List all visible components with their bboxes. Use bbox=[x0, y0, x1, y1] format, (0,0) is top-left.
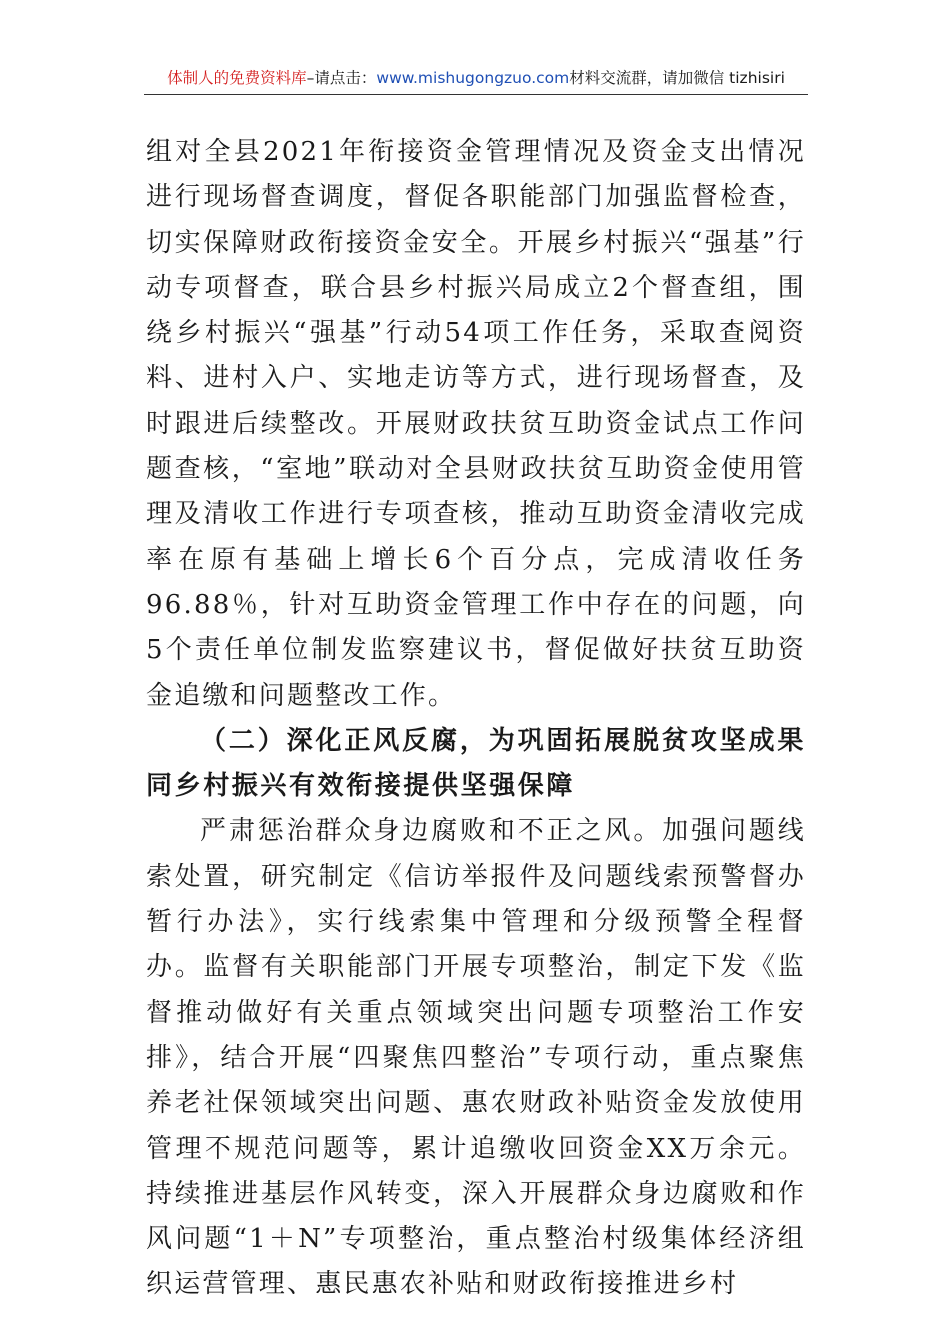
header-contact-text: 材料交流群，请加微信 tizhisiri bbox=[569, 69, 785, 87]
body-paragraph-2: 严肃惩治群众身边腐败和不正之风。加强问题线索处置，研究制定《信访举报件及问题线索预警督办暂行办法》，实行线索集中管理和分级预警全程督办。监督有关职能部门开展专项整治，制定下发《监督推动做好有关重点领域突出问题专项整治工作安排》，结合开展“四聚焦四整治”专项行动，重点聚焦养老社保领域突出问题、惠农财政补贴资金发放使用管理不规范问题等，累计追缴收回资金XX万余元。持续推进基层作风转变，深入开展群众身边腐败和作风问题“1＋N”专项整治，重点整治村级集体经济组织运营管理、惠民惠农补贴和财政衔接推进乡村 bbox=[146, 816, 806, 1300]
page-header bbox=[144, 62, 808, 95]
header-brand: 体制人的免费资料库 bbox=[167, 69, 307, 87]
section-heading-2: （二）深化正风反腐，为巩固拓展脱贫攻坚成果同乡村振兴有效衔接提供坚强保障 bbox=[146, 725, 806, 802]
document-body bbox=[146, 130, 806, 1308]
header-prompt: –请点击： bbox=[306, 69, 377, 87]
header-url-link[interactable]: www.mishugongzuo.com bbox=[376, 69, 570, 87]
body-paragraph-1: 组对全县2021年衔接资金管理情况及资金支出情况进行现场督查调度，督促各职能部门加强监督检查，切实保障财政衔接资金安全。开展乡村振兴“强基”行动专项督查，联合县乡村振兴局成立2个督查组，围绕乡村振兴“强基”行动54项工作任务，采取查阅资料、进村入户、实地走访等方式，进行现场督查，及时跟进后续整改。开展财政扶贫互助资金试点工作问题查核，“室地”联动对全县财政扶贫互助资金使用管理及清收工作进行专项查核，推动互助资金清收完成率在原有基础上增长6个百分点，完成清收任务96.88％，针对互助资金管理工作中存在的问题，向5个责任单位制发监察建议书，督促做好扶贫互助资金追缴和问题整改工作。 bbox=[146, 137, 806, 711]
